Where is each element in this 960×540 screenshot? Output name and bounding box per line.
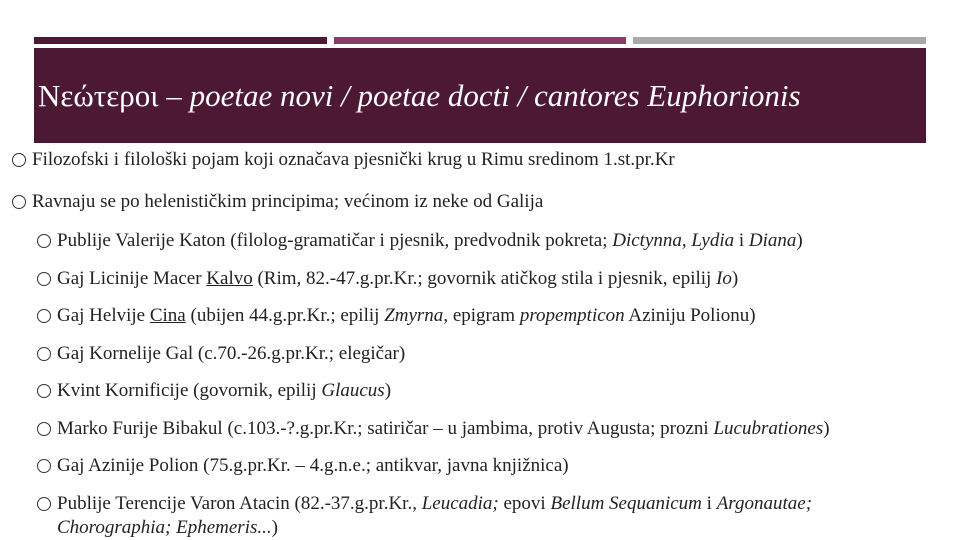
slide-title-greek: Νεώτεροι — [38, 78, 159, 113]
poet-item-kornificije: Kvint Kornificije (govornik, epilij Glaucus) — [37, 379, 391, 403]
poet-item-polion: Gaj Azinije Polion (75.g.pr.Kr. – 4.g.n.e.; antikvar, javna knjižnica) — [37, 454, 569, 478]
bullet-circle-icon — [37, 234, 51, 248]
bullet-circle-icon — [37, 309, 51, 323]
bullet-circle-icon — [37, 384, 51, 398]
bullet-circle-icon — [37, 497, 51, 511]
bullet-definition: Filozofski i filološki pojam koji označava pjesnički krug u Rimu sredinom 1.st.pr.Kr — [12, 148, 675, 172]
poet-item-varon-atacin: Publije Terencije Varon Atacin (82.-37.g.pr.Kr., Leucadia; epovi Bellum Sequanicum i Argonautae; Chorographia; Ephemeris...) — [37, 492, 812, 540]
bullet-principles: Ravnaju se po helenističkim principima; većinom iz neke od Galija — [12, 190, 543, 214]
bullet-circle-icon — [12, 195, 26, 209]
bullet-circle-icon — [37, 459, 51, 473]
bullet-circle-icon — [12, 153, 26, 167]
poet-item-cina: Gaj Helvije Cina (ubijen 44.g.pr.Kr.; epilij Zmyrna, epigram propempticon Aziniju Polionu) — [37, 304, 756, 328]
bullet-circle-icon — [37, 347, 51, 361]
bullet-circle-icon — [37, 422, 51, 436]
poet-item-bibakul: Marko Furije Bibakul (c.103.-?.g.pr.Kr.; satiričar – u jambima, protiv Augusta; prozni Lucubrationes) — [37, 417, 830, 441]
bullet-circle-icon — [37, 272, 51, 286]
poet-item-gal: Gaj Kornelije Gal (c.70.-26.g.pr.Kr.; elegičar) — [37, 342, 405, 366]
slide-title-latin: – poetae novi / poetae docti / cantores Euphorionis — [158, 78, 801, 113]
poet-item-kalvo: Gaj Licinije Macer Kalvo (Rim, 82.-47.g.pr.Kr.; govornik atičkog stila i pjesnik, epilij Io) — [37, 267, 738, 291]
poet-item-katon: Publije Valerije Katon (filolog-gramatičar i pjesnik, predvodnik pokreta; Dictynna, Lydia i Diana) — [37, 229, 803, 253]
